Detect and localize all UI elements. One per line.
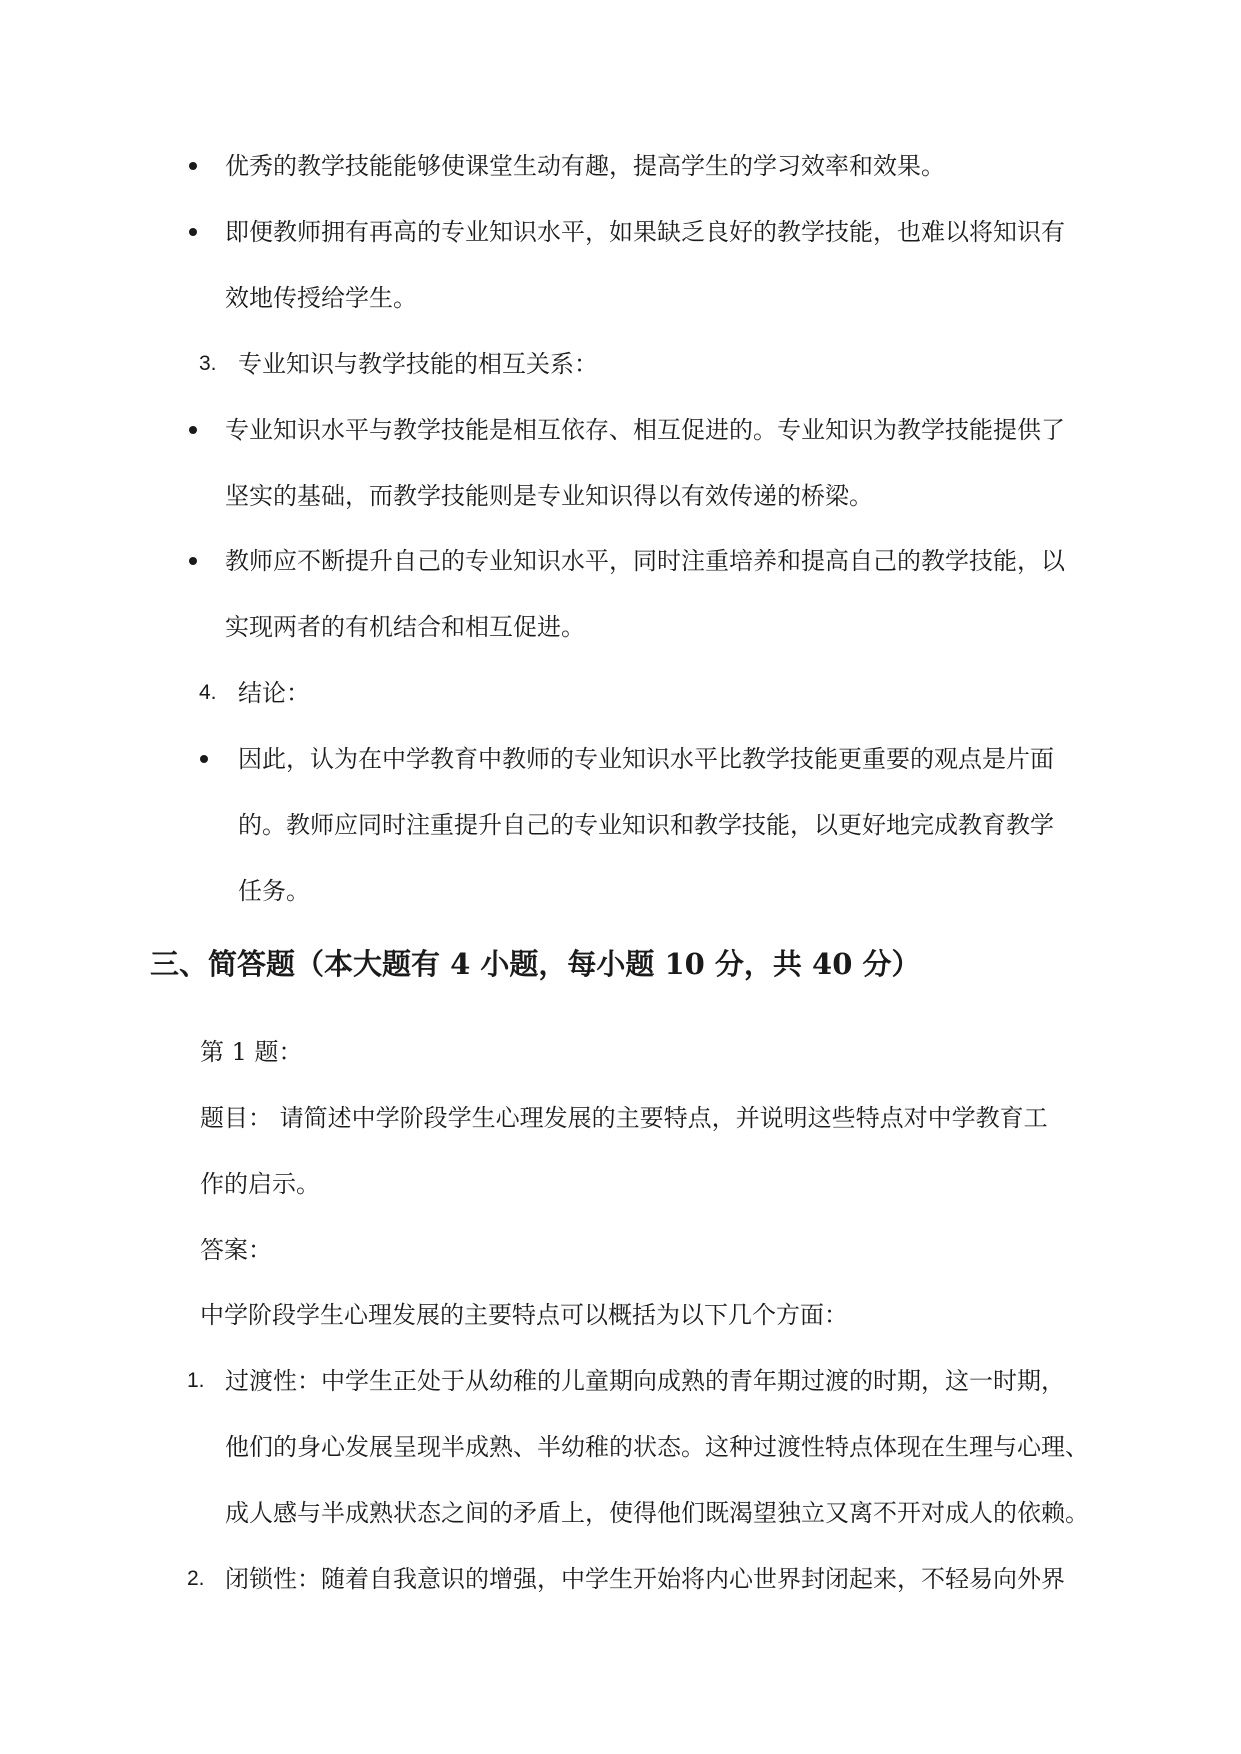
bullet-text: 实现两者的有机结合和相互促进。 [225,613,585,641]
list-number: 4. [199,681,217,704]
answer-label: 答案： [200,1236,272,1264]
bullet-text: 效地传授给学生。 [225,284,417,312]
bullet-dot [189,228,197,236]
bullet-text: 任务。 [238,877,310,905]
list-item-text: 过渡性：中学生正处于从幼稚的儿童期向成熟的青年期过渡的时期，这一时期， [225,1367,1065,1395]
bullet-text: 即便教师拥有再高的专业知识水平，如果缺乏良好的教学技能，也难以将知识有 [225,218,1065,246]
list-number: 2. [187,1567,205,1590]
bullet-text: 的。教师应同时注重提升自己的专业知识和教学技能，以更好地完成教育教学 [238,811,1054,839]
list-item-text: 他们的身心发展呈现半成熟、半幼稚的状态。这种过渡性特点体现在生理与心理、 [225,1433,1089,1461]
bullet-dot [189,162,197,170]
list-item-text: 闭锁性：随着自我意识的增强，中学生开始将内心世界封闭起来，不轻易向外界 [225,1565,1065,1593]
bullet-text: 教师应不断提升自己的专业知识水平，同时注重培养和提高自己的教学技能，以 [225,547,1065,575]
bullet-text: 坚实的基础，而教学技能则是专业知识得以有效传递的桥梁。 [225,482,873,510]
bullet-text: 专业知识水平与教学技能是相互依存、相互促进的。专业知识为教学技能提供了 [225,416,1065,444]
bullet-dot [189,426,197,434]
answer-intro: 中学阶段学生心理发展的主要特点可以概括为以下几个方面： [200,1301,848,1329]
section-heading: 三、简答题（本大题有 4 小题，每小题 10 分，共 40 分） [150,947,921,981]
bullet-text: 优秀的教学技能能够使课堂生动有趣，提高学生的学习效率和效果。 [225,152,945,180]
question-prompt: 作的启示。 [200,1170,320,1198]
list-item-text: 结论： [238,679,310,707]
bullet-dot [200,755,208,763]
list-number: 3. [199,352,217,375]
list-item-text: 成人感与半成熟状态之间的矛盾上，使得他们既渴望独立又离不开对成人的依赖。 [225,1499,1089,1527]
list-item-text: 专业知识与教学技能的相互关系： [238,350,598,378]
bullet-text: 因此，认为在中学教育中教师的专业知识水平比教学技能更重要的观点是片面 [238,745,1054,773]
list-number: 1. [187,1369,205,1392]
bullet-dot [189,557,197,565]
question-prompt: 题目： 请简述中学阶段学生心理发展的主要特点，并说明这些特点对中学教育工 [200,1104,1048,1132]
question-label: 第 1 题： [200,1038,303,1066]
